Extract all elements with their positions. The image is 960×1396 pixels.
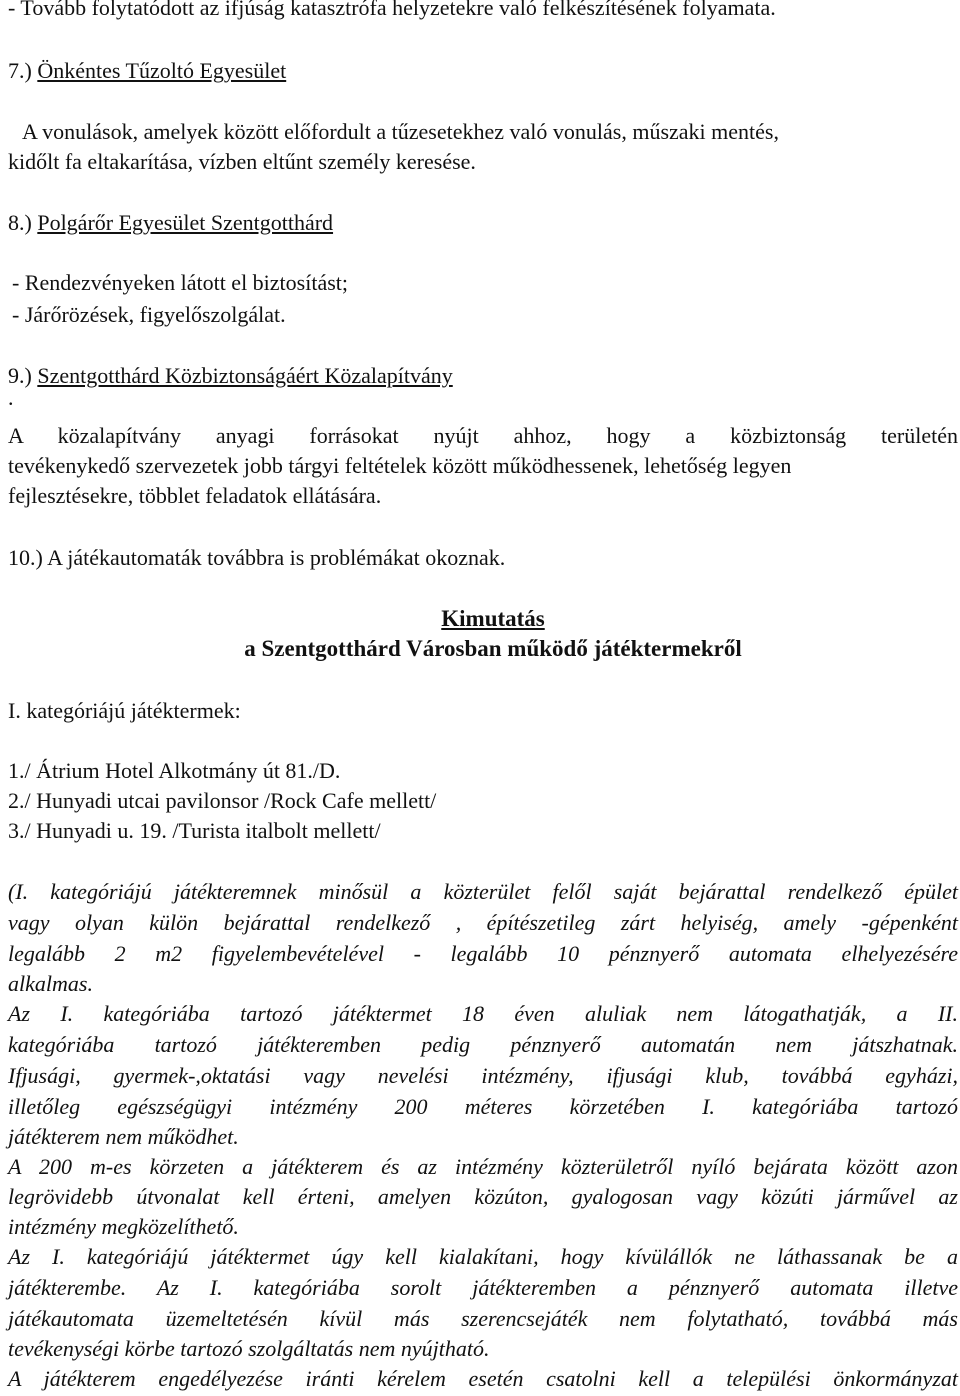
section-7-line-1: A vonulások, amelyek között előfordult a tűzesetekhez való vonulás, műszaki mentés, xyxy=(22,119,779,144)
section-9-line-2: tevékenykedő szervezetek jobb tárgyi feltételek között működhessenek, lehetőség legyen xyxy=(8,453,792,478)
section-8-heading xyxy=(8,208,333,238)
rule-line-1: (I. kategóriájú játékteremnek minősül a közterület felől saját bejárattal rendelkező épület xyxy=(8,879,958,904)
rule-line-16: tevékenységi körbe tartozó szolgáltatás nem nyújtható. xyxy=(8,1336,490,1361)
section-7-title: Önkéntes Tűzoltó Egyesület xyxy=(37,58,287,83)
section-8-item-1: - Rendezvényeken látott el biztosítást; xyxy=(12,270,349,295)
rule-line-15: játékautomata üzemeltetésén kívül más szerencsejáték nem folytatható, továbbá más xyxy=(8,1306,958,1331)
rule-line-5: Az I. kategóriába tartozó játéktermet 18 éven aluliak nem látogathatják, a II. xyxy=(8,1001,958,1026)
rule-line-14: játékterembe. Az I. kategóriába sorolt játékteremben a pénznyerő automata illetve xyxy=(8,1275,958,1300)
rule-line-12: intézmény megközelíthető. xyxy=(8,1214,239,1239)
venue-1: 1./ Átrium Hotel Alkotmány út 81./D. xyxy=(8,758,341,783)
section-9-line-1: A közalapítvány anyagi forrásokat nyújt ahhoz, hogy a közbiztonság területén xyxy=(8,423,958,448)
section-9-heading xyxy=(8,361,453,391)
rule-line-10: A 200 m-es körzeten a játékterem és az intézmény közterületről nyíló bejárata között azon xyxy=(8,1154,958,1179)
rule-line-8: illetőleg egészségügyi intézmény 200 méteres körzetében I. kategóriába tartozó xyxy=(8,1094,958,1119)
rule-line-9: játékterem nem működhet. xyxy=(8,1124,239,1149)
rule-line-2: vagy olyan külön bejárattal rendelkező , építészetileg zárt helyiség, amely -gépenként xyxy=(8,910,958,935)
venue-3: 3./ Hunyadi u. 19. /Turista italbolt mellett/ xyxy=(8,818,381,843)
section-9-line-3: fejlesztésekre, többlet feladatok ellátására. xyxy=(8,483,382,508)
section-7-number: 7.) xyxy=(8,58,32,83)
section-7-heading xyxy=(8,56,286,86)
section-8-title: Polgárőr Egyesület Szentgotthárd xyxy=(37,210,334,235)
section-7-line-2: kidőlt fa eltakarítása, vízben eltűnt személy keresése. xyxy=(8,149,476,174)
rule-line-7: Ifjusági, gyermek-,oktatási vagy nevelési intézmény, ifjusági klub, továbbá egyházi, xyxy=(8,1063,958,1088)
report-title: Kimutatás xyxy=(441,606,545,631)
section-8-item-2: - Járőrözések, figyelőszolgálat. xyxy=(12,302,286,327)
section-10-line: 10.) A játékautomaták továbbra is problémákat okoznak. xyxy=(8,545,506,570)
section-9-title: Szentgotthárd Közbiztonságáért Közalapítvány xyxy=(37,363,453,388)
section-9-dot: . xyxy=(8,385,14,410)
section-9-number: 9.) xyxy=(8,363,32,388)
section-8-number: 8.) xyxy=(8,210,32,235)
rule-line-3: legalább 2 m2 figyelembevételével - legalább 10 pénznyerő automata elhelyezésére xyxy=(8,941,958,966)
report-subtitle: a Szentgotthárd Városban működő játéktermekről xyxy=(244,636,742,661)
category-heading: I. kategóriájú játéktermek: xyxy=(8,698,241,723)
rule-line-4: alkalmas. xyxy=(8,971,93,996)
rule-line-11: legrövidebb útvonalat kell érteni, amelyen közúton, gyalogosan vagy közúti járművel az xyxy=(8,1184,958,1209)
rule-line-17: A játékterem engedélyezése iránti kérelem esetén csatolni kell a települési önkormányzat xyxy=(8,1366,958,1391)
rule-line-13: Az I. kategóriájú játéktermet úgy kell kialakítani, hogy kívülállók ne láthassanak be a xyxy=(8,1244,958,1269)
intro-line: - Tovább folytatódott az ifjúság katasztrófa helyzetekre való felkészítésének folyamata. xyxy=(8,0,776,20)
venue-2: 2./ Hunyadi utcai pavilonsor /Rock Cafe mellett/ xyxy=(8,788,437,813)
rule-line-6: kategóriába tartozó játékteremben pedig pénznyerő automatán nem játszhatnak. xyxy=(8,1032,958,1057)
